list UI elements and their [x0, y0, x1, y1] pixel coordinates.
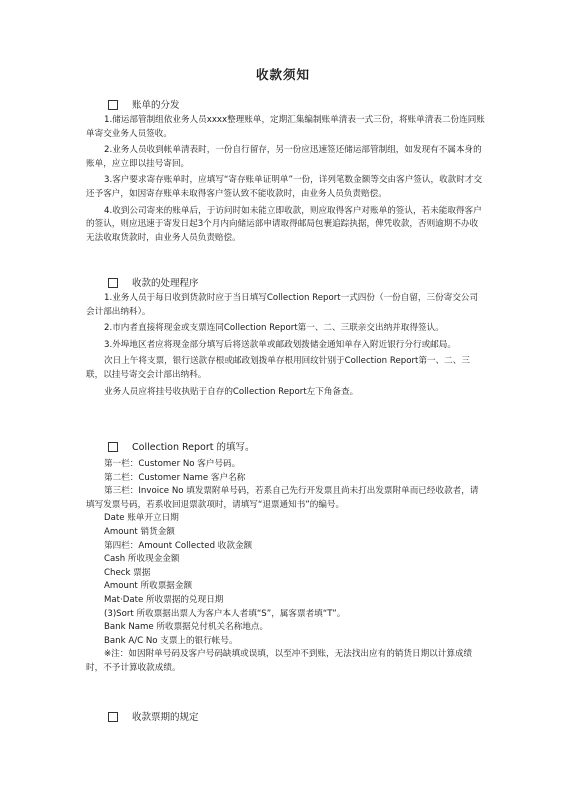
paragraph: 业务人员应将挂号收执贴于自存的Collection Report左下角备查。: [104, 386, 359, 397]
section-heading: 收款票期的规定: [86, 710, 486, 726]
section-heading: 账单的分发: [86, 98, 486, 114]
paragraph: 3.客户要求寄存账单时，应填写“寄存账单证明单”一份，详列笔数金额等交由客户签认，收款时才交还予客户，如因寄存账单未取得客户签认致不能收款时，由业务人员负责赔偿。: [86, 175, 483, 199]
section-heading: 收款的处理程序: [86, 276, 486, 292]
checkbox-icon: [108, 100, 118, 110]
paragraph: 2.市内者直接将现金或支票连同Collection Report第一、二、三联亲交出纳并取得签认。: [104, 323, 444, 334]
checkbox-icon: [108, 712, 118, 722]
paragraph: 第四栏：Amount Collected 收款金额: [104, 540, 253, 551]
section-collection-procedure: [86, 276, 486, 399]
paragraph: Cash 所收现金金额: [104, 554, 180, 565]
checkbox-icon: [108, 442, 118, 452]
paragraph: 第一栏：Customer No 客户号码。: [104, 459, 241, 469]
paragraph: 1.业务人员于每日收到货款时应于当日填写Collection Report一式四份（一份自留，三份寄交公司会计部出纳科）。: [86, 293, 479, 317]
paragraph: Mat·Date 所收票据的兑现日期: [104, 594, 224, 605]
paragraph: 4.收到公司寄来的账单后，于访问时如未能立即收款，则应取得客户对账单的签认，若未能取得客户的签认，则应迅速于寄发日起3个月内向储运部申请取得邮局包裹追踪执据，俾凭收款，否则逾期不办收无法收取货款时，由业务人员负责赔偿。: [86, 205, 482, 243]
section-collection-report: [86, 440, 486, 676]
section-collection-period-rules: [86, 710, 486, 726]
checkbox-icon: [108, 278, 118, 288]
paragraph: Bank A/C No 支票上的银行帐号。: [104, 635, 238, 646]
paragraph: Amount 所收票据金额: [104, 581, 193, 592]
paragraph: Bank Name 所收票据兑付机关名称地点。: [104, 622, 269, 633]
section-heading: Collection Report 的填写。: [86, 440, 486, 456]
paragraph: 第二栏：Customer Name 客户名称: [104, 472, 246, 483]
paragraph: (3)Sort 所收票据出票人为客户本人者填“S”，属客票者填“T”。: [104, 608, 346, 619]
paragraph: Check 票据: [104, 567, 151, 578]
paragraph: Date 账单开立日期: [104, 513, 179, 524]
page-title: 收款须知: [255, 67, 310, 82]
paragraph: 2.业务人员收到帐单清表时，一份自行留存，另一份应迅速签还储运部管制组，如发现有不属本身的账单，应立即以挂号寄回。: [86, 145, 482, 169]
paragraph: Amount 销货金额: [104, 526, 175, 537]
section-bill-distribution: [86, 98, 486, 245]
paragraph: 3.外埠地区者应将现金部分填写后将送款单或邮政划拨储金通知单存入附近银行分行或邮局。: [104, 339, 456, 350]
paragraph: 1.储运部管制组依业务人员xxxx整理账单，定期汇集编制账单清表一式三份，将账单清表二份连同账单寄交业务人员签收。: [86, 115, 485, 139]
paragraph: ※注：如因附单号码及客户号码缺填或误填，以至冲不到账，无法找出应有的销货日期以计算成绩时，不予计算收款成绩。: [86, 649, 473, 673]
paragraph: 第三栏：Invoice No 填发票附单号码，若系自己先行开发票且尚未打出发票附单而已经收款者，请填写发票号码，若系收回退票款项时，请填写“退票通知书”的编号。: [86, 486, 479, 510]
paragraph: 次日上午将支票，银行送款存根或邮政划拨单存根用回纹针别于Collection Report第一、二、三联，以挂号寄交会计部出纳科。: [86, 356, 470, 380]
